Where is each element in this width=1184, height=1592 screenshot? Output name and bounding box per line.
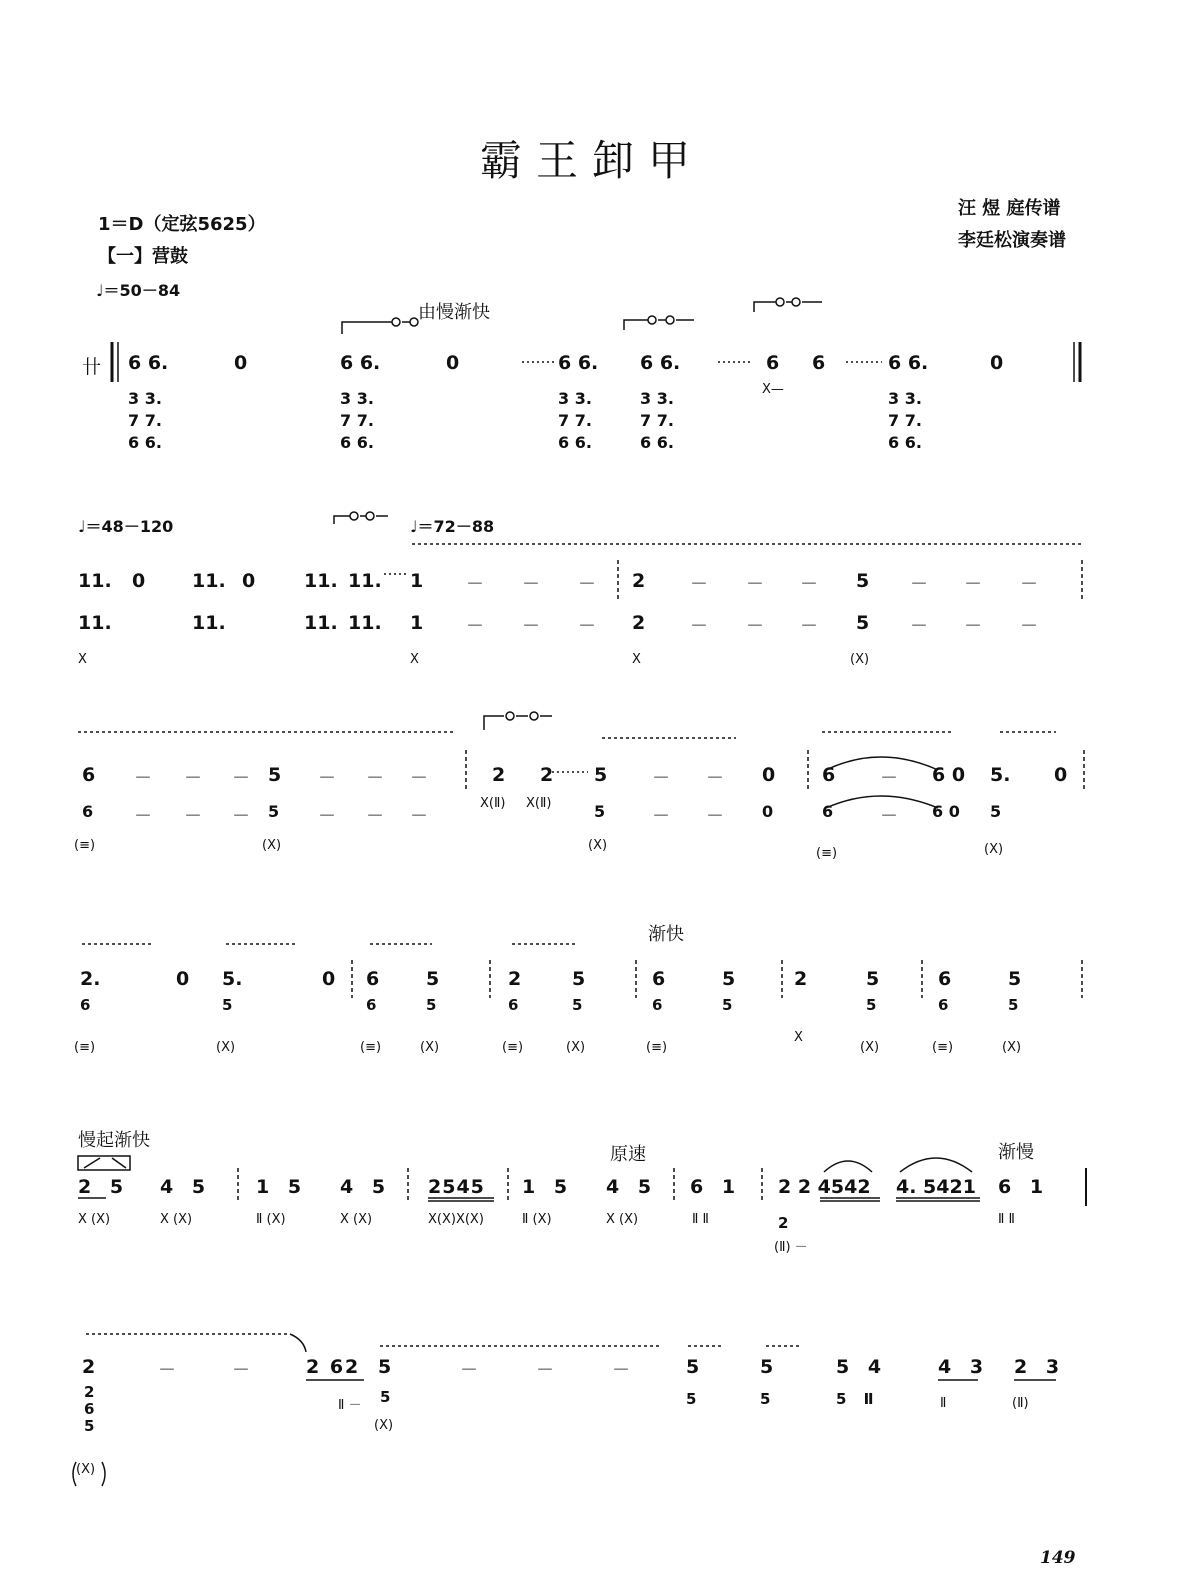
row3-bot-dash-8: － (706, 806, 724, 827)
row3-bot-dash-5: － (366, 806, 384, 827)
row6-note-1: 2 (82, 1356, 96, 1378)
row3-note-5: 5 (594, 764, 608, 786)
row2-bot-dash-4: － (690, 616, 708, 637)
direction-slow-start: 慢起渐快 (78, 1130, 150, 1151)
row5-bot-1: X (X) (78, 1212, 111, 1227)
tremolo-box (78, 1156, 130, 1170)
row2-dash-9: － (1020, 574, 1038, 595)
row3-mark-1: (≡) (74, 838, 96, 853)
row1-note-9: 6 6. (888, 352, 929, 374)
row3-mark-7: (X) (984, 842, 1004, 857)
row6-bot-7: Ⅱ (940, 1396, 947, 1411)
opening-mark: 卄 (82, 356, 102, 378)
row2-bot-dash-5: － (746, 616, 764, 637)
row5-note-6: 1 5 (522, 1176, 574, 1198)
bracket-ring (392, 318, 400, 326)
row4-mark-10: (≡) (932, 1040, 954, 1055)
row6-bot-2: Ⅱ － (338, 1398, 362, 1413)
row2-bot-dash-9: － (1020, 616, 1038, 637)
row4-note-9: 6 (652, 968, 666, 990)
row3-mark-2: (X) (262, 838, 282, 853)
row5-note-4: 4 5 (340, 1176, 392, 1198)
bracket-3 (754, 302, 776, 312)
row6-bot-4: 5 (686, 1390, 697, 1408)
row1-note-6: 6 6. (640, 352, 681, 374)
row4-mark-7: (≡) (646, 1040, 668, 1055)
row3-dash-9: － (880, 768, 898, 789)
direction-a-tempo: 原速 (610, 1144, 646, 1165)
row5-note-8: 6 1 (690, 1176, 742, 1198)
row3-bot-dash-2: － (184, 806, 202, 827)
row4-mark-8: X (794, 1030, 803, 1045)
row3-mark-5: (X) (588, 838, 608, 853)
row5-note-11: 6 1 (998, 1176, 1050, 1198)
row4-note-3: 5. (222, 968, 243, 990)
row1-note-7: 6 (766, 352, 780, 374)
row4-note-5: 6 (366, 968, 380, 990)
quarter-note-icon: ♩ (410, 517, 418, 536)
row4-mark-5: (≡) (502, 1040, 524, 1055)
row3-note-1: 6 (82, 764, 96, 786)
row2-bot-5: 1 (410, 612, 424, 634)
row3-dash-6: － (410, 768, 428, 789)
row6-note-6: 5 4 (836, 1356, 888, 1378)
row6-note-7: 4 3 (938, 1356, 990, 1378)
row2-note-8: 2 (632, 570, 646, 592)
row6-note-8: 2 3 (1014, 1356, 1066, 1378)
row2-note-7: 1 (410, 570, 424, 592)
row5-note-5: 2545 (428, 1176, 485, 1198)
tempo-mark-2: ♩＝48－120 (78, 517, 174, 536)
row1-note-4: 0 (446, 352, 460, 374)
slur-row3-top (826, 757, 938, 770)
row5-bot-2: X (X) (160, 1212, 193, 1227)
row2-mark-1: X (78, 652, 87, 667)
row4-mark-6: (X) (566, 1040, 586, 1055)
page-number: 149 (1040, 1548, 1076, 1568)
paren-right (102, 1462, 105, 1486)
row6-dash-2: － (232, 1360, 250, 1381)
row4-mark-3: (≡) (360, 1040, 382, 1055)
row3-bot-2: 5 (268, 802, 280, 821)
row2-bot-dash-3: － (578, 616, 596, 637)
direction-rit: 渐慢 (998, 1142, 1034, 1163)
row2-bot-dash-8: － (964, 616, 982, 637)
chord-stack-1: 3 3. 7 7. 6 6. (128, 389, 162, 452)
row6-bot-stack: 2 6 5 (84, 1383, 95, 1435)
quarter-note-icon: ♩ (96, 281, 104, 300)
row2-dash-6: － (800, 574, 818, 595)
row4-note-7: 2 (508, 968, 522, 990)
row3-bot-7: 5 (990, 802, 1002, 821)
bracket-1 (342, 322, 392, 334)
row3-dash-3: － (232, 768, 250, 789)
chord-stack-3: 3 3. 7 7. 6 6. (558, 389, 592, 452)
key-signature: 1＝D（定弦5625） (98, 214, 266, 235)
row6-mark-1: (X) (76, 1462, 96, 1477)
row6-dash-5: － (612, 1360, 630, 1381)
row3-dash-1: － (134, 768, 152, 789)
row2-note-4: 0 (242, 570, 256, 592)
row2-bot-6: 2 (632, 612, 646, 634)
row2-note-5: 11. (304, 570, 338, 592)
row5-bot-6: Ⅱ (X) (522, 1212, 552, 1227)
row5-note-2: 4 5 (160, 1176, 212, 1198)
row4-bot-4: 5 (426, 996, 437, 1014)
row2-dash-5: － (746, 574, 764, 595)
row1-note-8: 6 (812, 352, 826, 374)
row3-note-4: 2 (540, 764, 554, 786)
quarter-note-icon: ♩ (78, 517, 86, 536)
row4-note-14: 5 (1008, 968, 1022, 990)
row3-note-8: 6 0 (932, 764, 966, 786)
row2-note-3: 11. (192, 570, 226, 592)
bracket-row2 (334, 516, 350, 524)
row5-bot-3: Ⅱ (X) (256, 1212, 286, 1227)
row2-dash-8: － (964, 574, 982, 595)
tempo-mark-1: ♩＝50－84 (96, 281, 181, 300)
row2-dash-1: － (466, 574, 484, 595)
row5-note-3: 1 5 (256, 1176, 308, 1198)
row4-mark-2: (X) (216, 1040, 236, 1055)
slur-row5-2 (900, 1158, 972, 1172)
row4-bot-11: 5 (1008, 996, 1019, 1014)
row6-note-4: 5 (686, 1356, 700, 1378)
row3-bot-6: 6 0 (932, 802, 960, 821)
row5-note-1: 2 5 (78, 1176, 130, 1198)
row3-note-7: 6 (822, 764, 836, 786)
tempo-mark-3: ♩＝72－88 (410, 517, 495, 536)
row3-note-3: 2 (492, 764, 506, 786)
row2-dash-4: － (690, 574, 708, 595)
row3-bot-1: 6 (82, 802, 94, 821)
chord-stack-5: 3 3. 7 7. 6 6. (888, 389, 922, 452)
row2-mark-4: (X) (850, 652, 870, 667)
row3-mark-6: (≡) (816, 846, 838, 861)
row2-note-9: 5 (856, 570, 870, 592)
slur-row5-1 (824, 1161, 872, 1172)
row3-bot-5: 6 (822, 802, 834, 821)
row2-bot-dash-6: － (800, 616, 818, 637)
row4-mark-9: (X) (860, 1040, 880, 1055)
row4-note-2: 0 (176, 968, 190, 990)
row3-dash-8: － (706, 768, 724, 789)
row6-note-2: 2 62 (306, 1356, 361, 1378)
row5-note-10: 4. 5421 (896, 1176, 976, 1198)
row6-dash-3: － (460, 1360, 478, 1381)
row2-dash-3: － (578, 574, 596, 595)
row6-bot-3: 5 (380, 1388, 391, 1406)
row4-note-4: 0 (322, 968, 336, 990)
row3-mark-3: X(Ⅱ) (480, 796, 506, 811)
bracket-row3 (484, 716, 504, 730)
row2-mark-3: X (632, 652, 641, 667)
piece-title: 霸王卸甲 (479, 136, 704, 185)
row3-dash-4: － (318, 768, 336, 789)
row1-note-5: 6 6. (558, 352, 599, 374)
row3-bot-3: 5 (594, 802, 606, 821)
bracket-2 (624, 320, 648, 330)
chord-stack-2: 3 3. 7 7. 6 6. (340, 389, 374, 452)
direction-accel-2: 渐快 (648, 924, 684, 945)
tie-row6 (290, 1334, 306, 1352)
row4-note-8: 5 (572, 968, 586, 990)
row4-bot-2: 5 (222, 996, 233, 1014)
row5-bot-8: Ⅱ Ⅱ (692, 1212, 709, 1227)
row4-bot-3: 6 (366, 996, 377, 1014)
row4-bot-10: 6 (938, 996, 949, 1014)
row2-bot-7: 5 (856, 612, 870, 634)
row3-note-6: 0 (762, 764, 776, 786)
row4-note-13: 6 (938, 968, 952, 990)
row3-dash-2: － (184, 768, 202, 789)
row6-dash-4: － (536, 1360, 554, 1381)
row2-bot-dash-1: － (466, 616, 484, 637)
row4-note-10: 5 (722, 968, 736, 990)
row6-bot-6: 5 Ⅱ (836, 1390, 880, 1408)
row3-bot-dash-6: － (410, 806, 428, 827)
row4-note-1: 2. (80, 968, 101, 990)
row4-bot-8: 5 (722, 996, 733, 1014)
row2-dash-7: － (910, 574, 928, 595)
row6-mark-2: (X) (374, 1418, 394, 1433)
row2-bot-4: 11. (348, 612, 382, 634)
row4-mark-4: (X) (420, 1040, 440, 1055)
row4-note-6: 5 (426, 968, 440, 990)
row5-bot-5: X(X)X(X) (428, 1212, 484, 1227)
row5-bot-9: 2 (778, 1214, 789, 1232)
row3-note-10: 0 (1054, 764, 1068, 786)
direction-accel-1: 由慢渐快 (418, 302, 490, 323)
row5-note-7: 4 5 (606, 1176, 658, 1198)
row6-bot-8: (Ⅱ) (1012, 1396, 1029, 1411)
row2-bot-dash-7: － (910, 616, 928, 637)
row3-mark-4: X(Ⅱ) (526, 796, 552, 811)
row6-bot-5: 5 (760, 1390, 771, 1408)
row4-mark-1: (≡) (74, 1040, 96, 1055)
row2-dash-2: － (522, 574, 540, 595)
row4-bot-1: 6 (80, 996, 91, 1014)
section-heading: 【一】营鼓 (98, 246, 188, 267)
row4-note-12: 5 (866, 968, 880, 990)
row5-bot-4: X (X) (340, 1212, 373, 1227)
row2-note-1: 11. (78, 570, 112, 592)
row3-bot-dash-9: － (880, 806, 898, 827)
row2-note-2: 0 (132, 570, 146, 592)
row3-bot-dash-7: － (652, 806, 670, 827)
chord-stack-4: 3 3. 7 7. 6 6. (640, 389, 674, 452)
row6-note-3: 5 (378, 1356, 392, 1378)
row4-bot-9: 5 (866, 996, 877, 1014)
row4-mark-11: (X) (1002, 1040, 1022, 1055)
row1-note-2: 0 (234, 352, 248, 374)
row1-note-10: 0 (990, 352, 1004, 374)
row4-note-11: 2 (794, 968, 808, 990)
row1-strike-mark: X— (762, 382, 784, 397)
row5-note-9: 2 2 4542 (778, 1176, 871, 1198)
row2-note-6: 11. (348, 570, 382, 592)
row3-dash-7: － (652, 768, 670, 789)
row3-dash-5: － (366, 768, 384, 789)
row5-bot-sub: (Ⅱ) － (774, 1240, 808, 1255)
row3-bot-4: 0 (762, 802, 774, 821)
row2-bot-1: 11. (78, 612, 112, 634)
row4-bot-5: 6 (508, 996, 519, 1014)
row2-bot-dash-2: － (522, 616, 540, 637)
row5-bot-7: X (X) (606, 1212, 639, 1227)
row3-bot-dash-4: － (318, 806, 336, 827)
row3-note-2: 5 (268, 764, 282, 786)
performer-credit: 李廷松演奏谱 (958, 230, 1066, 251)
paren-left (73, 1462, 76, 1486)
row4-bot-6: 5 (572, 996, 583, 1014)
row1-note-1: 6 6. (128, 352, 169, 374)
row2-mark-2: X (410, 652, 419, 667)
row2-bot-3: 11. (304, 612, 338, 634)
row3-bot-dash-1: － (134, 806, 152, 827)
row6-dash-1: － (158, 1360, 176, 1381)
row5-bot-10: Ⅱ Ⅱ (998, 1212, 1015, 1227)
slur-row3-bot (826, 796, 938, 808)
row1-note-3: 6 6. (340, 352, 381, 374)
transmitter-credit: 汪 煜 庭传谱 (958, 198, 1061, 219)
row3-note-9: 5. (990, 764, 1011, 786)
row4-bot-7: 6 (652, 996, 663, 1014)
row3-bot-dash-3: － (232, 806, 250, 827)
row6-note-5: 5 (760, 1356, 774, 1378)
row2-bot-2: 11. (192, 612, 226, 634)
